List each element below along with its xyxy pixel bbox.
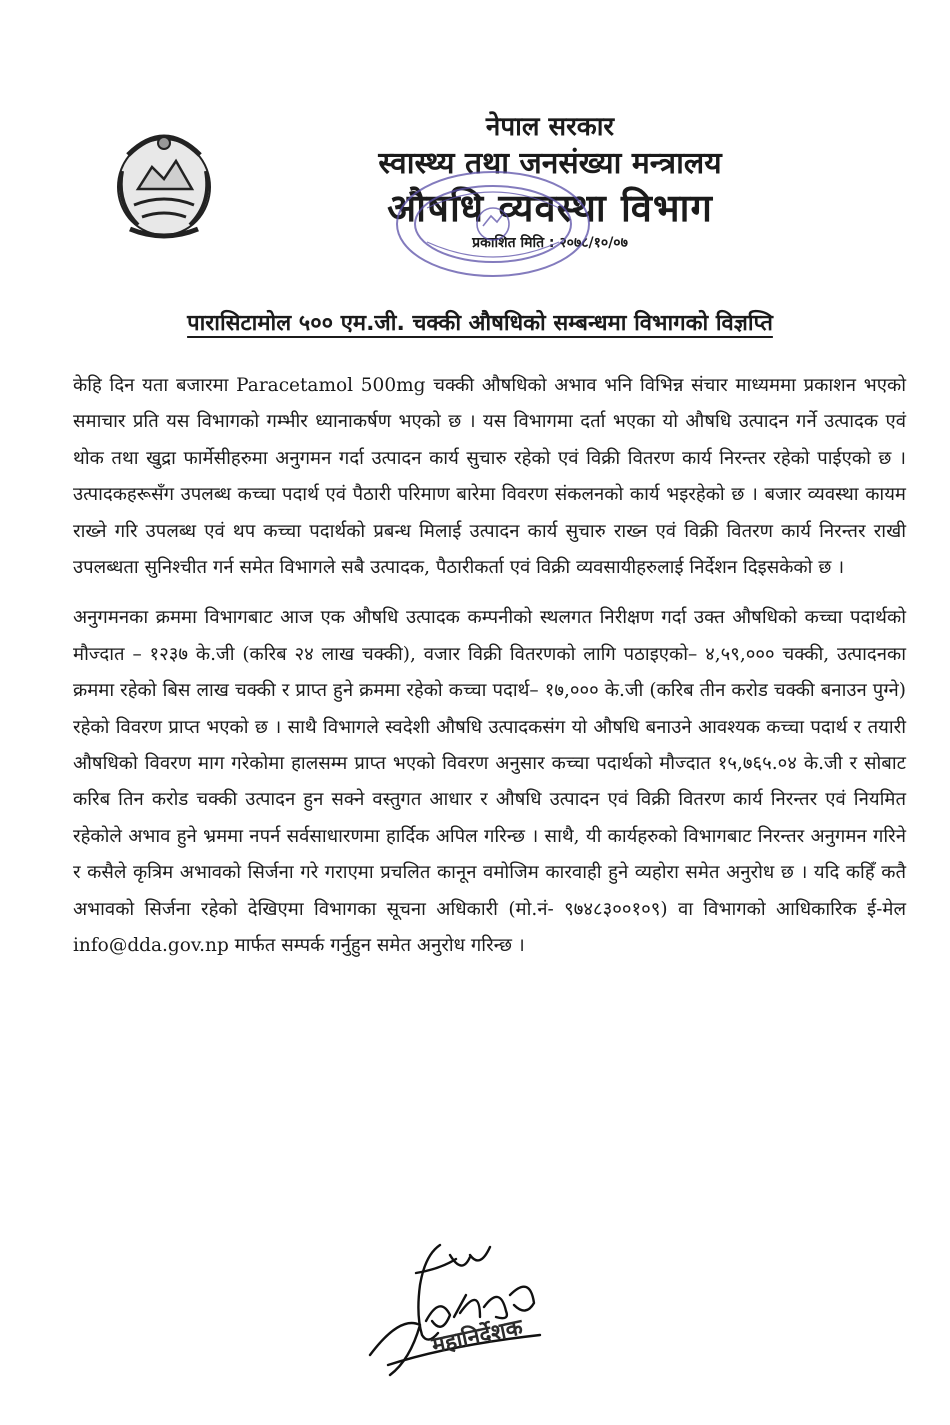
published-date: प्रकाशित मिति : २०७८/१०/०७ [472, 235, 628, 251]
signatory-title: महानिर्देशक [429, 1315, 525, 1359]
paragraph-2: अनुगमनका क्रममा विभागबाट आज एक औषधि उत्पादक कम्पनीको स्थलगत निरीक्षण गर्दा उक्त औषधिको कच्चा पदार्थको मौज्दात – १२३७ के.जी (करिब २४ लाख चक्की), वजार विक्री वितरणको लागि पठाइएको– ४,५९,००० चक्की, उत्पादनका क्रममा रहेको बिस लाख चक्की र प्राप्त हुने क्रममा रहेको कच्चा पदार्थ– १७,००० के.जी (करिब तीन करोड चक्की बनाउन पुग्ने) रहेको विवरण प्राप्त भएको छ । साथै विभागले स्वदेशी औषधि उत्पादकसंग यो औषधि बनाउने आवश्यक कच्चा पदार्थ र तयारी औषधिको विवरण माग गरेकोमा हालसम्म प्राप्त भएको विवरण अनुसार कच्चा पदार्थको मौज्दात १५,७६५.०४ के.जी र सोबाट करिब तिन करोड चक्की उत्पादन हुन सक्ने वस्तुगत आधार र औषधि उत्पादन एवं विक्री वितरण कार्य निरन्तर एवं नियमित रहेकोले अभाव हुने भ्रममा नपर्न सर्वसाधारणमा हार्दिक अपिल गरिन्छ । साथै, यी कार्यहरुको विभागबाट निरन्तर अनुगमन गरिने र कसैले कृत्रिम अभावको सिर्जना गरे गराएमा प्रचलित कानून वमोजिम कारवाही हुने व्यहोरा समेत अनुरोध छ । यदि कहिँ कतै अभावको सिर्जना रहेको देखिएमा विभागका सूचना अधिकारी (मो.नं- ९७४८३००१०९) वा विभागको आधिकारिक ई-मेल info@dda.gov.np मार्फत सम्पर्क गर्नुहुन समेत अनुरोध गरिन्छ । [73, 607, 906, 957]
notice-body [73, 368, 906, 979]
nepal-emblem-icon [108, 125, 220, 243]
notice-subject: पारासिटामोल ५०० एम.जी. चक्की औषधिको सम्बन्धमा विभागको विज्ञप्ति [187, 311, 773, 336]
official-stamp-icon [393, 168, 593, 280]
handwritten-signature-icon [330, 1225, 590, 1395]
government-name: नेपाल सरकार [485, 112, 615, 142]
ministry-name: स्वास्थ्य तथा जनसंख्या मन्त्रालय [378, 146, 722, 181]
paragraph-1: केहि दिन यता बजारमा Paracetamol 500mg चक्की औषधिको अभाव भनि विभिन्न संचार माध्यममा प्रकाशन भएको समाचार प्रति यस विभागको गम्भीर ध्यानाकर्षण भएको छ । यस विभागमा दर्ता भएका यो औषधि उत्पादन गर्ने उत्पादक एवं थोक तथा खुद्रा फार्मेसीहरुमा अनुगमन गर्दा उत्पादन कार्य सुचारु रहेको एवं विक्री वितरण कार्य निरन्तर रहेको पाईएको छ । उत्पादकहरूसँग उपलब्ध कच्चा पदार्थ एवं पैठारी परिमाण बारेमा विवरण संकलनको कार्य भइरहेको छ । बजार व्यवस्था कायम राख्ने गरि उपलब्ध एवं थप कच्चा पदार्थको प्रबन्ध मिलाई उत्पादन कार्य सुचारु राख्न एवं विक्री वितरण कार्य निरन्तर राखी उपलब्धता सुनिश्चीत गर्न समेत विभागले सबै उत्पादक, पैठारीकर्ता एवं विक्री व्यवसायीहरुलाई निर्देशन दिइसकेको छ । [73, 375, 906, 579]
department-name: औषधि व्यवस्था विभाग [387, 186, 713, 230]
